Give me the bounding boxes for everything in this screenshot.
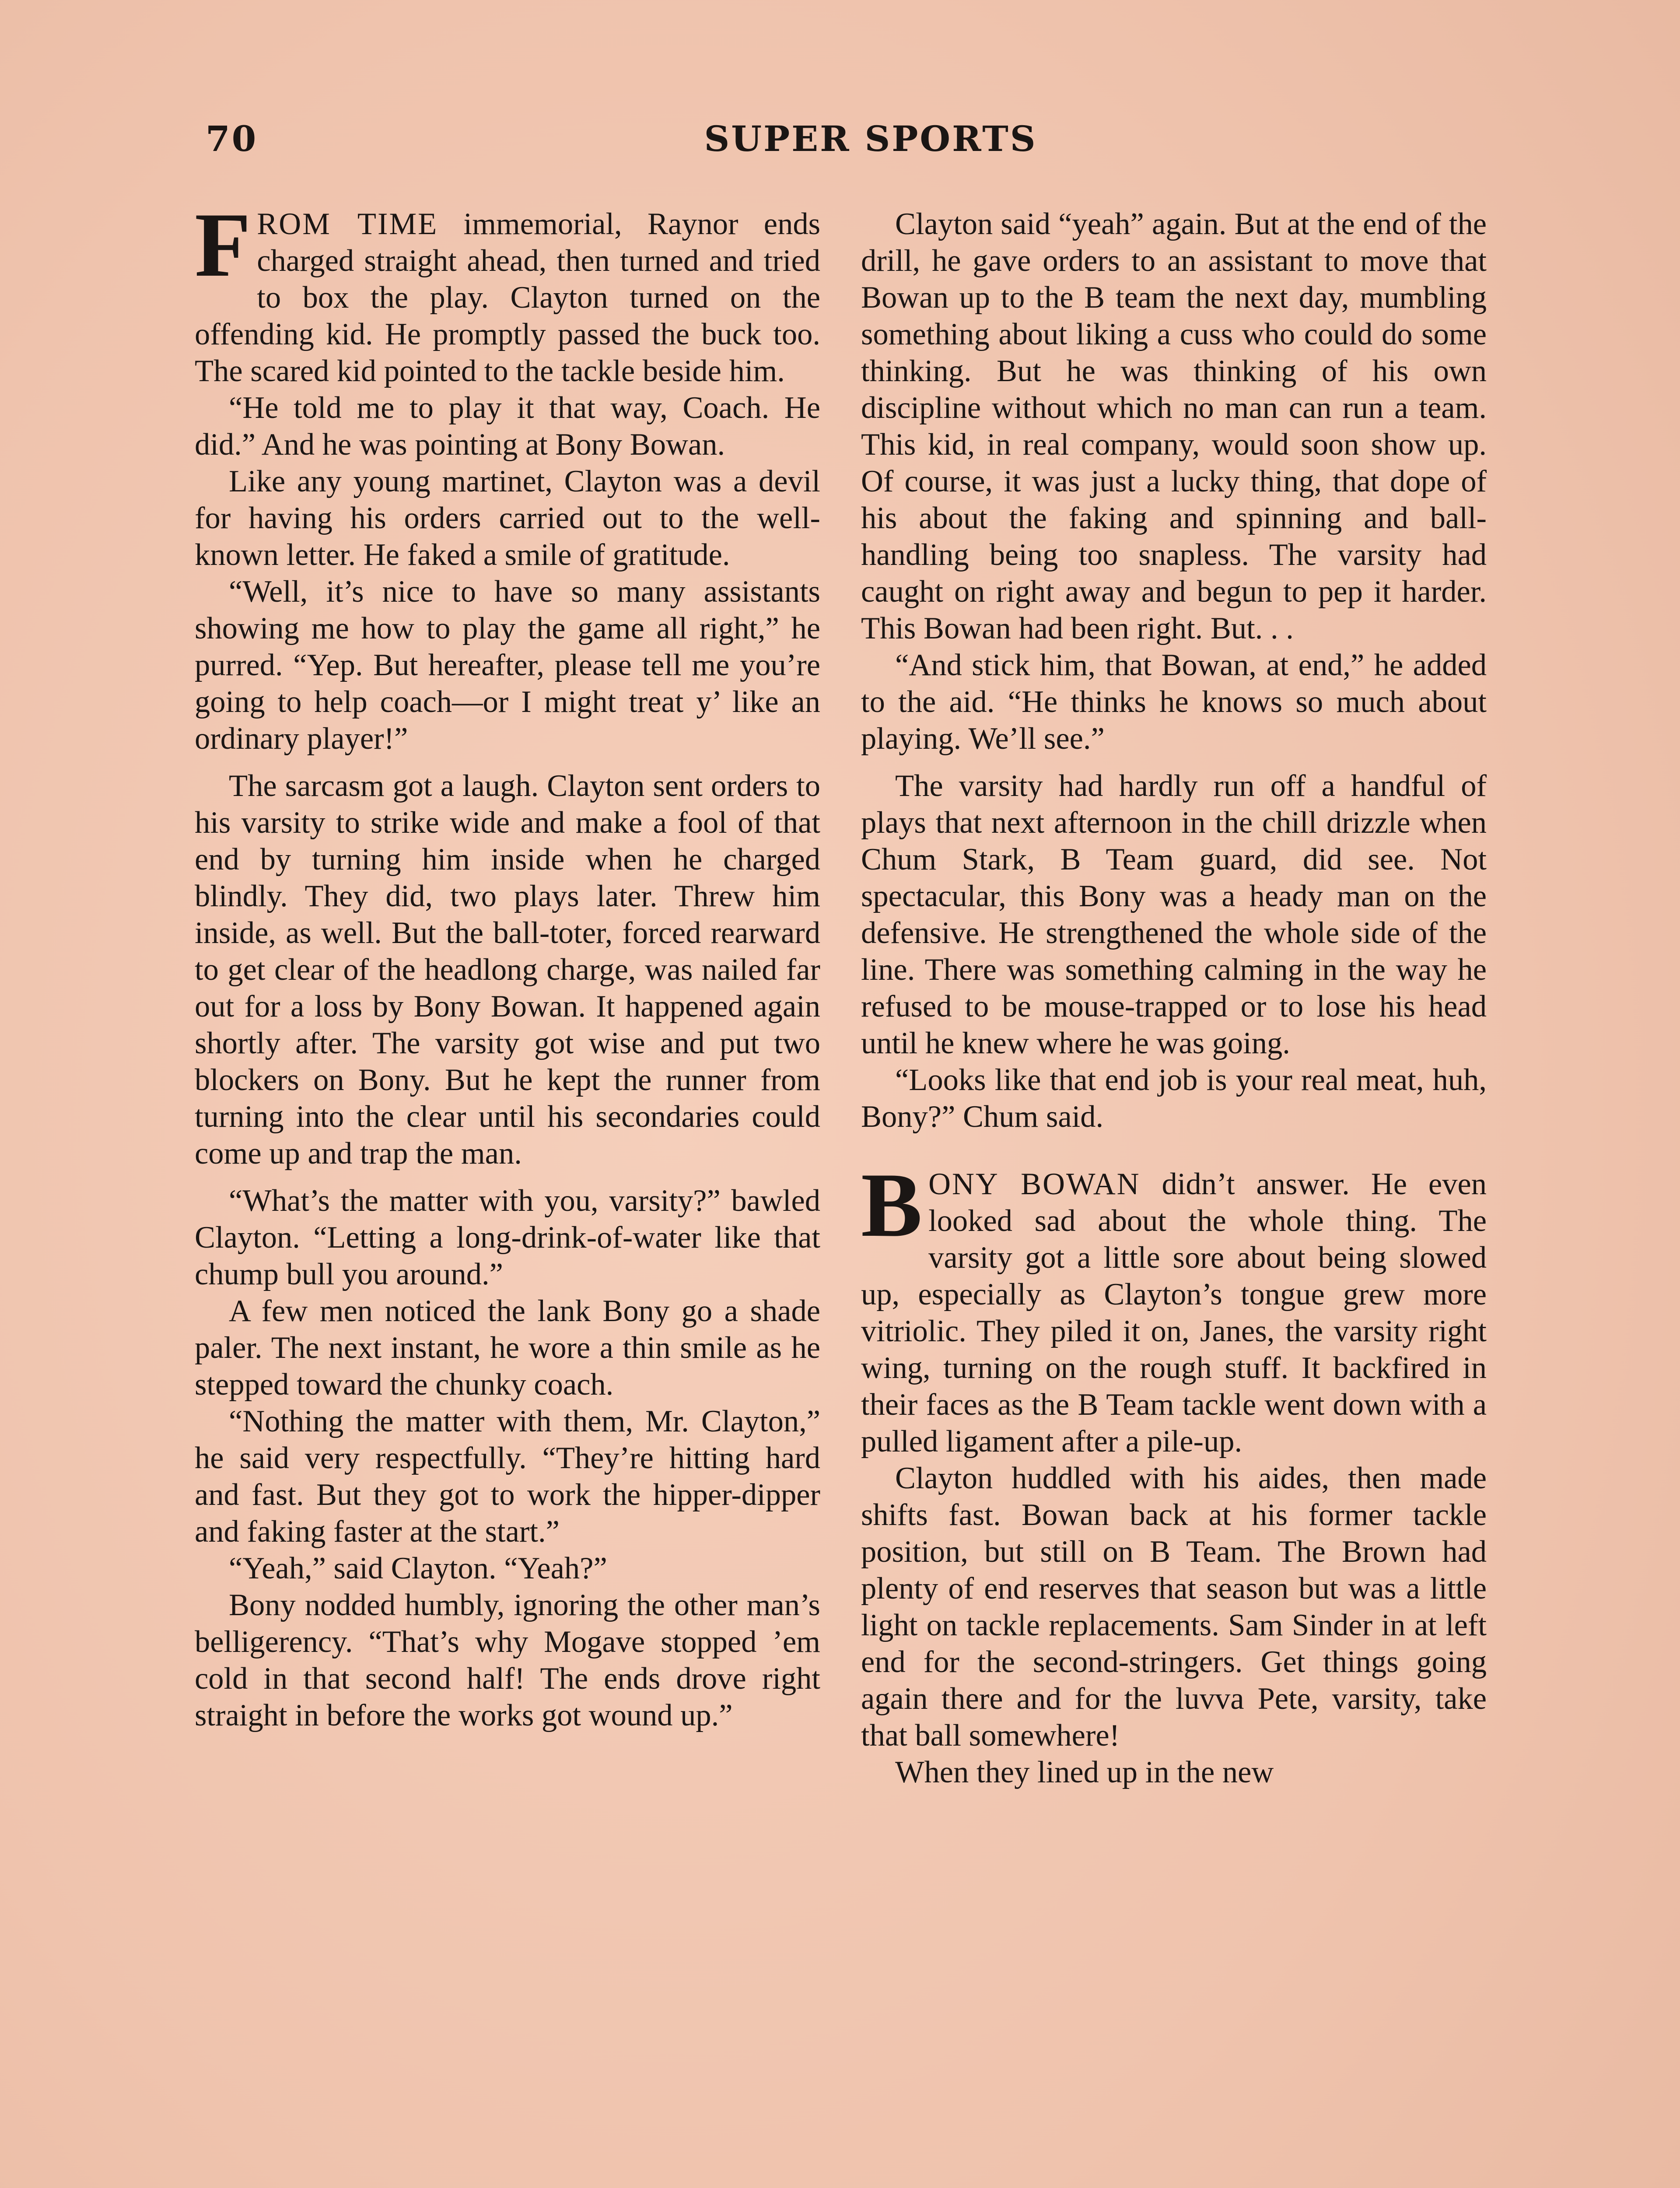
paragraph: Clayton huddled with his aides, then made shifts fast. Bowan back at his former tackle position, but still on B Team. The Brown had plenty of end reserves that season but was a little light on tackle replacements. Sam Sinder in at left end for the second-stringers. Get things going again there and for the luvva Pete, varsity, take that ball somewhere!	[861, 1461, 1487, 1753]
paragraph: Clayton said “yeah” again. But at the end of the drill, he gave orders to an assistant to move that Bowan up to the B team the next day, mumbling something about liking a cuss who could do some thinking. But he was thinking of his own discipline without which no man can run a team. This kid, in real company, would soon show up. Of course, it was just a lucky thing, that dope of his about the faking and spinning and ball-handling being too snapless. The varsity had caught on right away and begun to pep it harder. This Bowan had been right. But. . .	[861, 207, 1487, 645]
paragraph: Like any young martinet, Clayton was a devil for having his orders carried out to the well-known letter. He faked a smile of gratitude.	[195, 464, 820, 572]
right-column	[861, 206, 1487, 1791]
paragraph: “Looks like that end job is your real meat, huh, Bony?” Chum said.	[861, 1063, 1487, 1134]
page-header	[206, 118, 1496, 166]
paragraph: “Well, it’s nice to have so many assistants showing me how to play the game all right,” he purred. “Yep. But hereafter, please tell me you’re going to help coach—or I might treat y’ like an ordinary player!”	[195, 575, 820, 756]
section-opening-paragraph	[861, 1154, 1487, 1460]
paragraph: “He told me to play it that way, Coach. He did.” And he was pointing at Bony Bowan.	[195, 391, 820, 462]
opening-caps: ROM TIME	[257, 207, 438, 241]
page-number: 70	[206, 118, 258, 159]
paragraph: “Yeah,” said Clayton. “Yeah?”	[229, 1551, 607, 1585]
left-column	[195, 194, 820, 1734]
paragraph: Bony nodded humbly, ignoring the other man’s belligerency. “That’s why Mogave stopped ’em cold in that second half! The ends drove right straight in before the works got wound up.”	[195, 1588, 820, 1732]
section-caps: ONY BOWAN	[928, 1167, 1141, 1201]
paragraph: “What’s the matter with you, varsity?” bawled Clayton. “Letting a long-drink-of-water like that chump bull you around.”	[195, 1184, 820, 1291]
opening-paragraph	[195, 194, 820, 389]
paragraph: A few men noticed the lank Bony go a shade paler. The next instant, he wore a thin smile as he stepped toward the chunky coach.	[195, 1294, 820, 1402]
paragraph: The varsity had hardly run off a handful of plays that next afternoon in the chill drizzle when Chum Stark, B Team guard, did see. Not spectacular, this Bony was a heady man on the defensive. He strengthened the whole side of the line. There was something calming in the way he refused to be mouse-trapped or to lose his head until he knew where he was going.	[861, 769, 1487, 1060]
drop-cap-f: F	[195, 194, 251, 296]
paragraph: “And stick him, that Bowan, at end,” he added to the aid. “He thinks he knows so much about playing. We’ll see.”	[861, 648, 1487, 756]
section-text: didn’t answer. He even looked sad about the whole thing. The varsity got a little sore about being slowed up, especially as Clayton’s tongue grew more vitriolic. They piled it on, Janes, the varsity right wing, turning on the rough stuff. It backfired in their faces as the B Team tackle went down with a pulled ligament after a pile-up.	[861, 1167, 1487, 1459]
paragraph: “Nothing the matter with them, Mr. Clayton,” he said very respectfully. “They’re hitting hard and fast. But they got to work the hipper-dipper and faking faster at the start.”	[195, 1404, 820, 1549]
paragraph: The sarcasm got a laugh. Clayton sent orders to his varsity to strike wide and make a fool of that end by turning him inside when he charged blindly. They did, two plays later. Threw him inside, as well. But the ball-toter, forced rearward to get clear of the headlong charge, was nailed far out for a loss by Bony Bowan. It happened again shortly after. The varsity got wise and put two blockers on Bony. But he kept the runner from turning into the clear until his secondaries could come up and trap the man.	[195, 769, 820, 1171]
drop-cap-b: B	[861, 1154, 923, 1256]
opening-text: immemorial, Raynor ends charged straight ahead, then turned and tried to box the play. Clayton turned on the offending kid. He promptly passed the buck too. The scared kid pointed to the tackle beside him.	[195, 207, 820, 388]
running-title: SUPER SPORTS	[704, 118, 1037, 159]
paragraph: When they lined up in the new	[895, 1755, 1274, 1789]
